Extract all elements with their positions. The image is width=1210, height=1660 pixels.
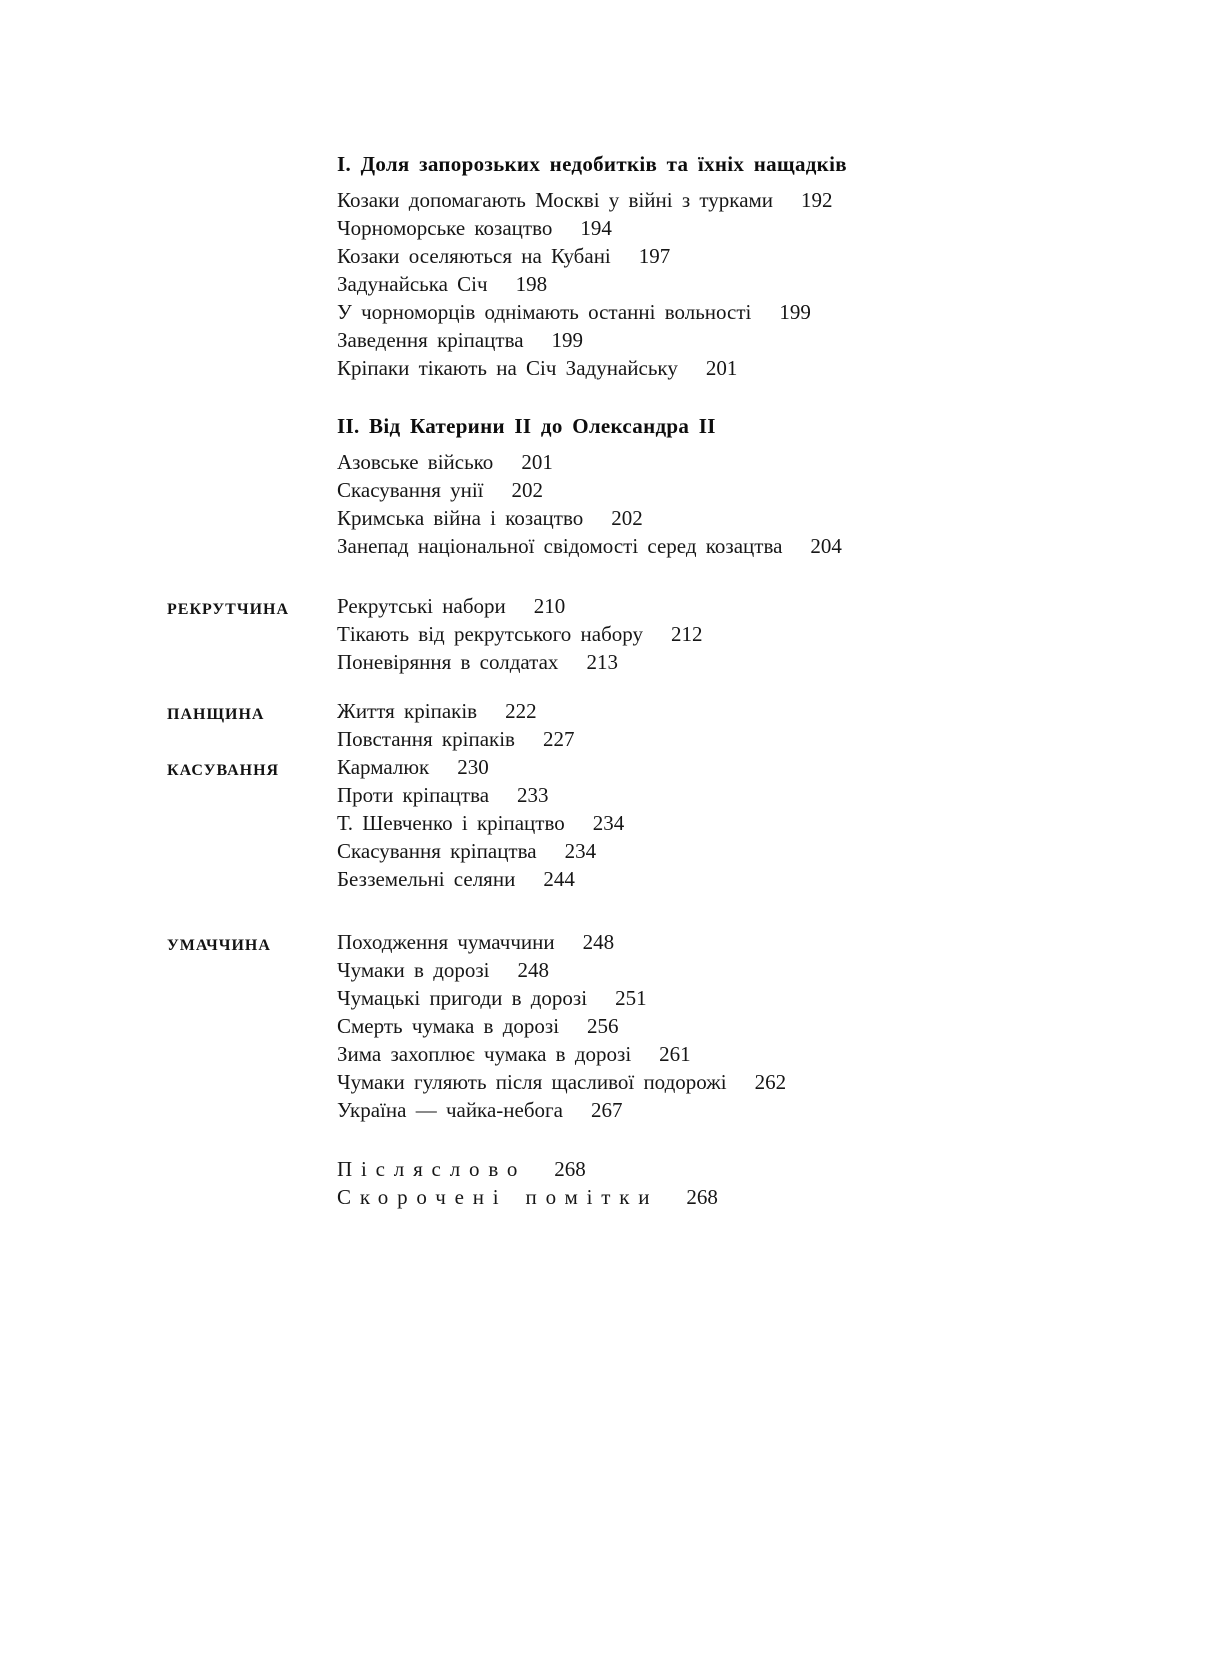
- toc-entry: [0, 697, 1210, 725]
- entry-title: Заведення кріпацтва: [337, 328, 524, 352]
- entry-page-number: 202: [611, 506, 643, 530]
- entry-title: Азовське військо: [337, 450, 494, 474]
- toc-section-chumachchyna: [0, 928, 1210, 1124]
- toc-entry: [0, 214, 1210, 242]
- toc-entry: [0, 1155, 1210, 1183]
- entry-page-number: 256: [587, 1014, 619, 1038]
- toc-section-zakinchennia: [0, 1155, 1210, 1211]
- section-heading: [0, 412, 1210, 440]
- entry-page-number: 212: [671, 622, 703, 646]
- entry-page-number: 202: [511, 478, 544, 502]
- entry-page-number: 267: [590, 1098, 623, 1122]
- entry-title: Зима захоплює чумака в дорозі: [337, 1042, 632, 1066]
- entry-page-number: 251: [615, 986, 647, 1010]
- entry-title: Кримська війна і козацтво: [337, 506, 584, 530]
- entry-page-number: 222: [505, 699, 537, 723]
- entry-page-number: 268: [686, 1185, 718, 1209]
- toc-entry: [0, 837, 1210, 865]
- toc-section-rekrutchyna: [0, 592, 1210, 676]
- toc-entry: [0, 1183, 1210, 1211]
- toc-entry: [0, 242, 1210, 270]
- toc-entry: [0, 1096, 1210, 1124]
- toc-entry: [0, 781, 1210, 809]
- section-heading-text: І. Доля запорозьких недобитків та їхніх нащадків: [337, 152, 847, 176]
- entry-title: Безземельні селяни: [337, 867, 516, 891]
- entry-title: Скасування кріпацтва: [337, 839, 537, 863]
- entry-title: Скасування унії: [337, 478, 484, 502]
- entry-title: Поневіряння в солдатах: [337, 650, 559, 674]
- entry-title: Занепад національної свідомості серед козацтва: [337, 534, 783, 558]
- entry-page-number: 261: [659, 1042, 691, 1066]
- entry-title: Чумаки гуляють після щасливої подорожі: [337, 1070, 727, 1094]
- toc-entry: [0, 298, 1210, 326]
- margin-section-label: ПАНЩИНА: [167, 706, 265, 723]
- toc-section-panshchyna-i-skasuvannia: [0, 697, 1210, 893]
- entry-page-number: 230: [457, 755, 489, 779]
- entry-title: Чумацькі пригоди в дорозі: [337, 986, 588, 1010]
- entry-page-number: 192: [801, 188, 833, 212]
- entry-page-number: 244: [543, 867, 575, 891]
- toc-entry: [0, 928, 1210, 956]
- entry-title: Чумаки в дорозі: [337, 958, 490, 982]
- entry-page-number: 233: [517, 783, 549, 807]
- entry-title: Кріпаки тікають на Січ Задунайську: [337, 356, 678, 380]
- entry-page-number: 248: [582, 930, 615, 954]
- entry-page-number: 234: [592, 811, 625, 835]
- entry-title: Післяслово: [337, 1157, 527, 1181]
- toc-entry: [0, 648, 1210, 676]
- entry-page-number: 194: [580, 216, 612, 240]
- entry-title: Кармалюк: [337, 755, 430, 779]
- entry-page-number: 204: [810, 534, 842, 558]
- entry-page-number: 213: [586, 650, 618, 674]
- entry-title: Україна — чайка-небога: [337, 1098, 563, 1122]
- toc-entry: [0, 984, 1210, 1012]
- margin-section-label: КАСУВАННЯ: [167, 762, 280, 779]
- toc-entry: [0, 326, 1210, 354]
- entry-title: Тікають від рекрутського набору: [337, 622, 643, 646]
- entry-title: Рекрутські набори: [337, 594, 506, 618]
- entry-page-number: 234: [564, 839, 597, 863]
- toc-entry: [0, 186, 1210, 214]
- entry-title: Козаки допомагають Москві у війні з турками: [337, 188, 774, 212]
- entry-title: Задунайська Січ: [337, 272, 488, 296]
- margin-section-label: УМАЧЧИНА: [167, 937, 271, 954]
- section-heading: [0, 150, 1210, 178]
- entry-page-number: 268: [554, 1157, 586, 1181]
- entry-page-number: 199: [779, 300, 811, 324]
- section-heading-text: ІІ. Від Катерини ІІ до Олександра ІІ: [337, 414, 716, 438]
- toc-entry: [0, 532, 1210, 560]
- entry-title: Козаки оселяються на Кубані: [337, 244, 611, 268]
- toc-entry: [0, 1068, 1210, 1096]
- entry-title: Проти кріпацтва: [337, 783, 490, 807]
- toc-entry: [0, 956, 1210, 984]
- toc-entry: [0, 270, 1210, 298]
- entry-title: Чорноморське козацтво: [337, 216, 553, 240]
- entry-title: Смерть чумака в дорозі: [337, 1014, 560, 1038]
- entry-title: Життя кріпаків: [337, 699, 478, 723]
- toc-entry: [0, 725, 1210, 753]
- toc-entry: [0, 753, 1210, 781]
- toc-entry: [0, 592, 1210, 620]
- entry-title: Т. Шевченко і кріпацтво: [337, 811, 565, 835]
- toc-entry: [0, 1040, 1210, 1068]
- entry-title: Повстання кріпаків: [337, 727, 515, 751]
- margin-section-label: РЕКРУТЧИНА: [167, 601, 290, 618]
- entry-page-number: 201: [705, 356, 738, 380]
- toc-entry: [0, 1012, 1210, 1040]
- toc-entry: [0, 809, 1210, 837]
- toc-section-dolia-zaporozhkykh: [0, 150, 1210, 382]
- toc-entry: [0, 354, 1210, 382]
- entry-page-number: 197: [638, 244, 671, 268]
- toc-entry: [0, 448, 1210, 476]
- toc-entry: [0, 865, 1210, 893]
- entry-page-number: 262: [754, 1070, 787, 1094]
- toc-entry: [0, 620, 1210, 648]
- entry-title: Походження чумаччини: [337, 930, 555, 954]
- entry-title: Скорочені помітки: [337, 1185, 659, 1209]
- toc-entry: [0, 504, 1210, 532]
- entry-page-number: 198: [515, 272, 548, 296]
- entry-title: У чорноморців однімають останні вольності: [337, 300, 752, 324]
- entry-page-number: 201: [521, 450, 553, 474]
- entry-page-number: 210: [533, 594, 566, 618]
- entry-page-number: 248: [517, 958, 550, 982]
- toc-section-vid-kateryny-do-oleksandra: [0, 412, 1210, 560]
- toc-entry: [0, 476, 1210, 504]
- entry-page-number: 227: [542, 727, 575, 751]
- entry-page-number: 199: [551, 328, 584, 352]
